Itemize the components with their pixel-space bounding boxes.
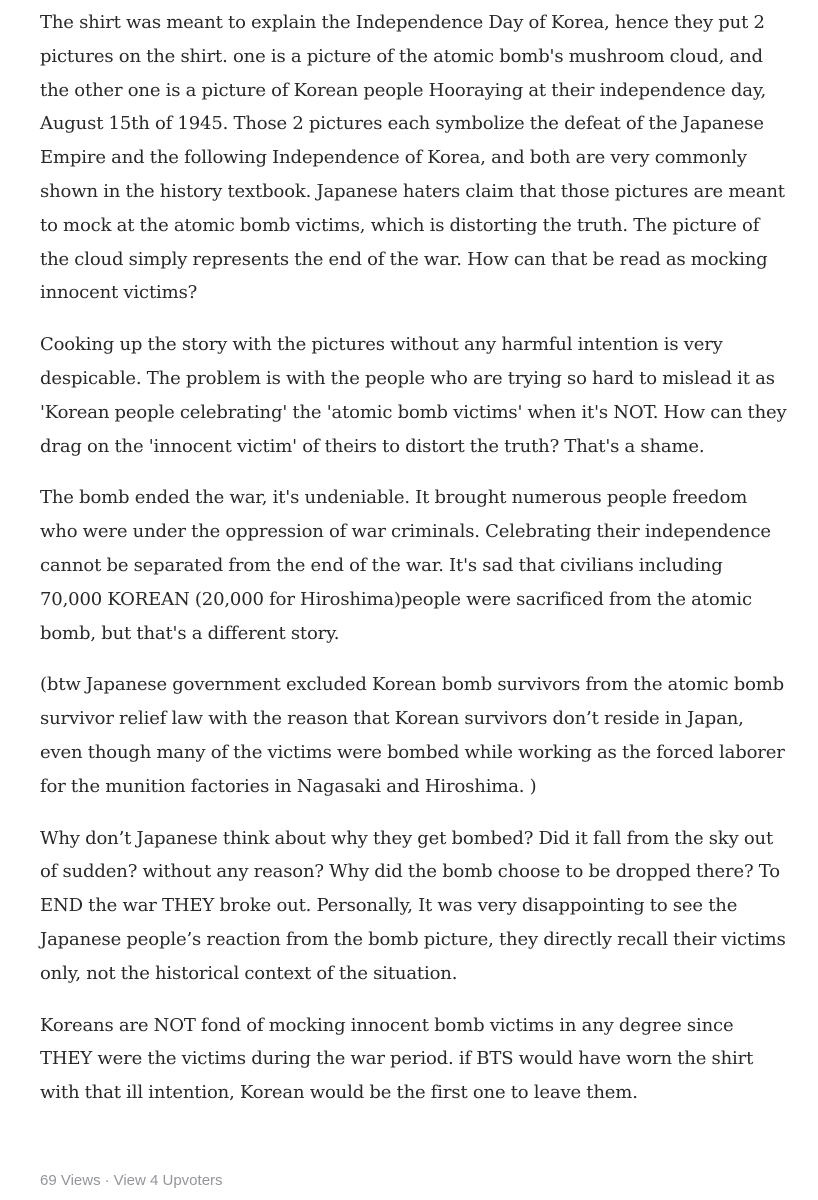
view-upvoters-link[interactable]: View 4 Upvoters <box>113 1172 223 1189</box>
answer-paragraph: The bomb ended the war, it's undeniable. It brought numerous people freedom who were under the oppression of war criminals. Celebrating their independence cannot be separated from the end of the war. It's sad that civilians including 70,000 KOREAN (20,000 for Hiroshima)people were sacrificed from the atomic bomb, but that's a different story. <box>40 487 771 644</box>
answer-footer <box>40 1172 223 1189</box>
answer-paragraph: The shirt was meant to explain the Independence Day of Korea, hence they put 2 pictures on the shirt. one is a picture of the atomic bomb's mushroom cloud, and the other one is a picture of Korean people Hooraying at their independence day, August 15th of 1945. Those 2 pictures each symbolize the defeat of the Japanese Empire and the following Independence of Korea, and both are very commonly shown in the history textbook. Japanese haters claim that those pictures are meant to mock at the atomic bomb victims, which is distorting the truth. The picture of the cloud simply represents the end of the war. How can that be read as mocking innocent victims? <box>40 12 785 304</box>
answer-paragraph: (btw Japanese government excluded Korean bomb survivors from the atomic bomb survivor relief law with the reason that Korean survivors don’t reside in Japan, even though many of the victims were bombed while working as the forced laborer for the munition factories in Nagasaki and Hiroshima. ) <box>40 674 785 797</box>
answer-body <box>40 6 788 1128</box>
answer-paragraph: Why don’t Japanese think about why they get bombed? Did it fall from the sky out of sudden? without any reason? Why did the bomb choose to be dropped there? To END the war THEY broke out. Personally, It was very disappointing to see the Japanese people’s reaction from the bomb picture, they directly recall their victims only, not the historical context of the situation. <box>40 827 786 984</box>
answer-paragraph: Koreans are NOT fond of mocking innocent bomb victims in any degree since THEY were the victims during the war period. if BTS would have worn the shirt with that ill intention, Korean would be the first one to leave them. <box>40 1014 754 1104</box>
answer-paragraph: Cooking up the story with the pictures without any harmful intention is very despicable. The problem is with the people who are trying so hard to mislead it as 'Korean people celebrating' the 'atomic bomb victims' when it's NOT. How can they drag on the 'innocent victim' of theirs to distort the truth? That's a shame. <box>40 334 787 457</box>
views-count: 69 Views <box>40 1172 101 1189</box>
footer-separator: · <box>104 1172 110 1189</box>
